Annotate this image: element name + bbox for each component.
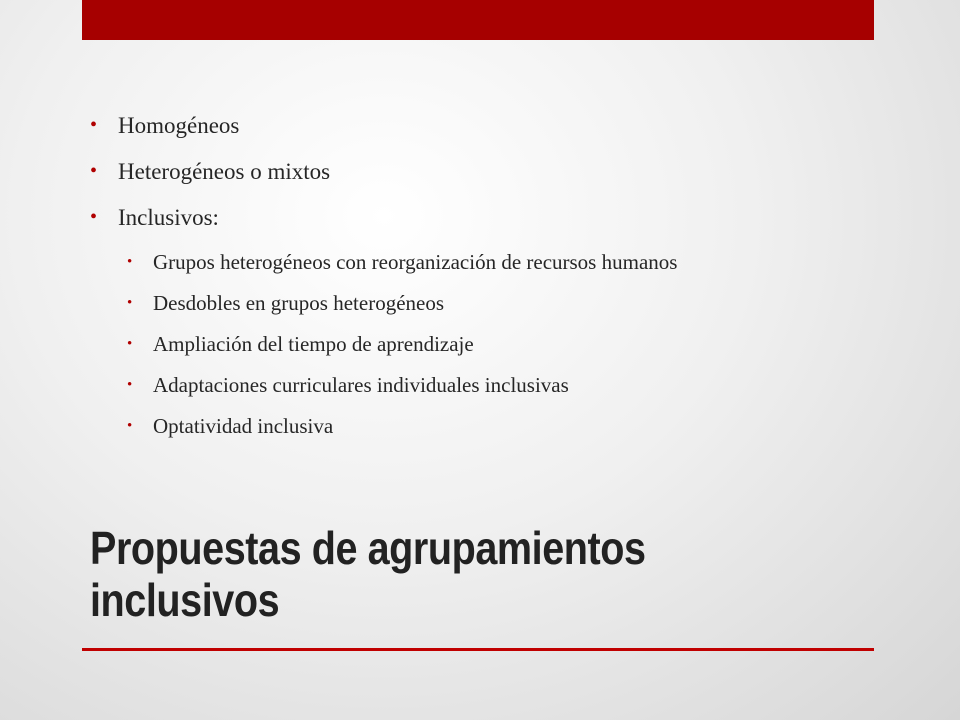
sub-bullet-item (90, 330, 910, 358)
bullet-text: Inclusivos: (118, 205, 219, 230)
bullet-text: Homogéneos (118, 113, 240, 138)
sub-bullet-text: Desdobles en grupos heterogéneos (153, 291, 445, 315)
sub-bullet-item (90, 248, 910, 276)
sub-bullet-item (90, 412, 910, 440)
slide-title-line: Propuestas de agrupamientos (90, 522, 646, 574)
title-underline-rule (82, 648, 874, 651)
slide-title-line: inclusivos (90, 574, 280, 626)
sub-bullet-text: Optatividad inclusiva (153, 414, 334, 438)
sub-bullet-item (90, 371, 910, 399)
sub-bullet-text: Adaptaciones curriculares individuales inclusivas (153, 373, 569, 397)
bullet-item (90, 156, 910, 187)
bullet-icon: • (90, 114, 98, 136)
slide-title (90, 522, 778, 626)
sub-bullet-icon: • (127, 336, 133, 352)
sub-bullet-icon: • (127, 295, 133, 311)
sub-bullet-text: Ampliación del tiempo de aprendizaje (153, 332, 474, 356)
sub-bullet-icon: • (127, 418, 133, 434)
sub-bullet-icon: • (127, 254, 133, 270)
bullet-icon: • (90, 206, 98, 228)
sub-bullet-item (90, 289, 910, 317)
bullet-icon: • (90, 160, 98, 182)
bullet-list (90, 110, 910, 453)
bullet-text: Heterogéneos o mixtos (118, 159, 331, 184)
bullet-item (90, 110, 910, 141)
bullet-item (90, 202, 910, 233)
top-accent-bar (82, 0, 874, 40)
sub-bullet-icon: • (127, 377, 133, 393)
sub-bullet-text: Grupos heterogéneos con reorganización de recursos humanos (153, 250, 678, 274)
